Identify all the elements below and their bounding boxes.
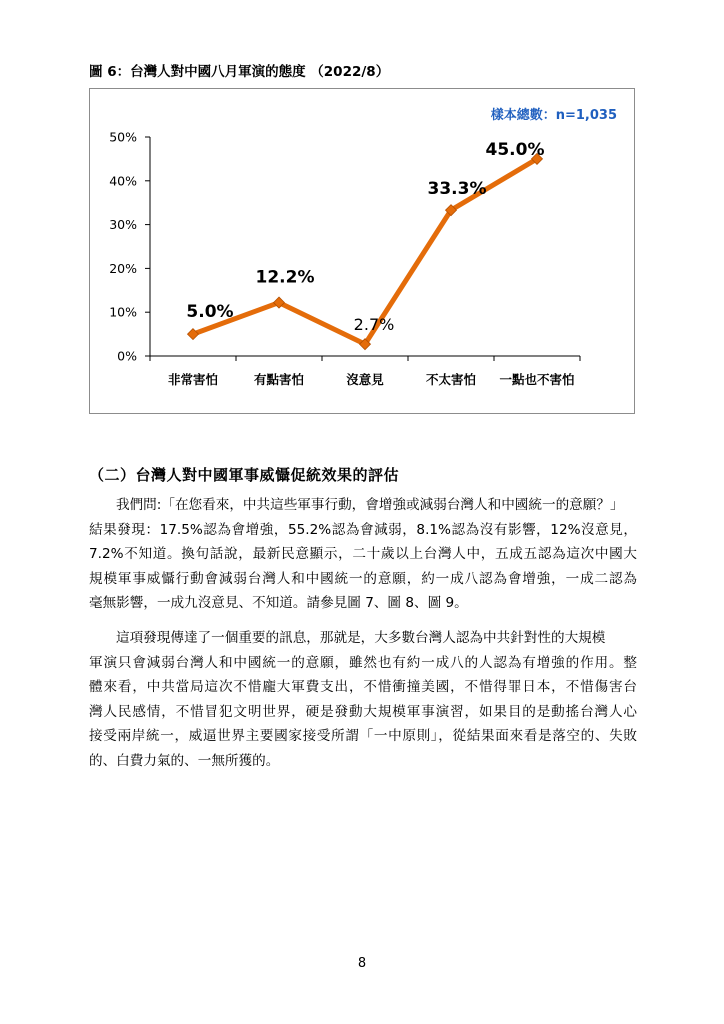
paragraph-1 [89, 493, 637, 616]
y-tick-label: 30% [109, 217, 137, 233]
paragraph-2-line: 軍演只會減弱台灣人和中國統一的意願，雖然也有約一成八的人認為有增強的作用。整 [89, 654, 637, 671]
y-tick-label: 20% [109, 260, 137, 276]
x-tick-label: 一點也不害怕 [499, 372, 575, 387]
y-tick-label: 10% [109, 304, 137, 320]
x-tick-label: 非常害怕 [167, 372, 219, 387]
data-label: 2.7% [353, 315, 395, 335]
paragraph-1-line: 規模軍事威懾行動會減弱台灣人和中國統一的意願，約一成八認為會增強，一成二認為 [89, 570, 637, 587]
data-label: 12.2% [255, 267, 315, 288]
line-chart [89, 88, 635, 414]
paragraph-1-line: 7.2%不知道。換句話說，最新民意顯示，二十歲以上台灣人中，五成五認為這次中國大 [89, 546, 637, 563]
paragraph-2-line: 的、白費力氣的、一無所獲的。 [89, 752, 280, 769]
x-tick-label: 有點害怕 [253, 372, 305, 387]
section-heading: （二）台灣人對中國軍事威懾促統效果的評估 [89, 466, 400, 484]
y-tick-label: 50% [109, 129, 137, 145]
chart-canvas [90, 89, 636, 415]
paragraph-2-line: 灣人民感情，不惜冒犯文明世界，硬是發動大規模軍事演習，如果目的是動搖台灣人心 [89, 703, 637, 720]
paragraph-2-line: 體來看，中共當局這次不惜龐大軍費支出，不惜衝撞美國，不惜得罪日本，不惜傷害台 [89, 679, 637, 696]
sample-size-note: 樣本總數：n=1,035 [490, 108, 617, 123]
paragraph-1-line: 毫無影響，一成九沒意見、不知道。請參見圖 7、圖 8、圖 9。 [89, 595, 468, 612]
paragraph-1-line: 結果發現：17.5%認為會增強，55.2%認為會減弱，8.1%認為沒有影響，12%沒意見， [89, 521, 637, 538]
data-label: 33.3% [427, 179, 487, 200]
y-tick-label: 0% [117, 348, 137, 364]
x-tick-label: 不太害怕 [425, 372, 477, 387]
x-tick-label: 沒意見 [346, 372, 384, 387]
paragraph-1-line: 我們問:「在您看來，中共這些軍事行動，會增強或減弱台灣人和中國統一的意願？」 [116, 497, 624, 513]
data-label: 45.0% [485, 139, 545, 160]
paragraph-2 [89, 626, 637, 774]
paragraph-2-line: 這項發現傳達了一個重要的訊息，那就是，大多數台灣人認為中共針對性的大規模 [116, 630, 606, 646]
page-number: 8 [357, 956, 367, 971]
figure-caption: 圖 6：台灣人對中國八月軍演的態度 （2022/8） [89, 64, 390, 80]
data-label: 5.0% [186, 302, 234, 323]
paragraph-2-line: 接受兩岸統一，威逼世界主要國家接受所謂「一中原則」，從結果面來看是落空的、失敗 [89, 728, 637, 745]
y-tick-label: 40% [109, 173, 137, 189]
